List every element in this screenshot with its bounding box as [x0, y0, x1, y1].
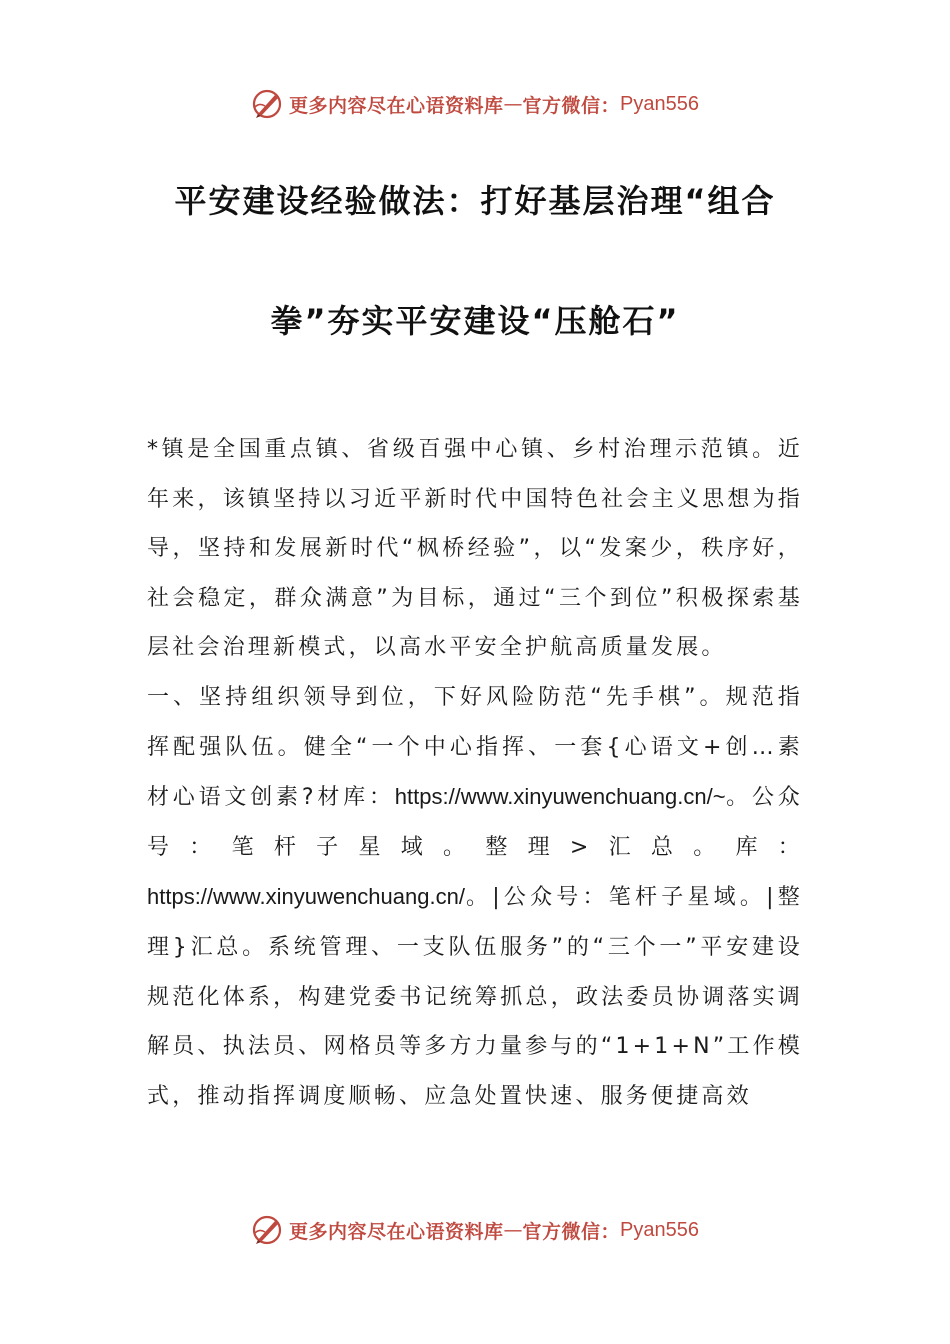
footer-watermark-banner — [0, 1210, 950, 1250]
pen-logo-icon — [251, 1214, 283, 1246]
library-url-2[interactable]: https://www.xinyuwenchuang.cn/ — [147, 884, 465, 910]
banner-site-text: 更多内容尽在心语资料库 — [289, 1220, 504, 1243]
banner-wechat-label: 官方微信： — [522, 94, 621, 117]
p2-text-c: 。|公众号：笔杆子星域。|整理}汇总。系统管理、一支队伍服务”的“三个一”平安建设规范化体系，构建党委书记统筹抓总，政法委员协调落实调解员、执法员、网格员等多方力量参与的“1+1+N”工作模式，推动指挥调度顺畅、应急处置快速、服务便捷高效 — [147, 885, 803, 1109]
library-url-1[interactable]: https://www.xinyuwenchuang.cn/~ — [394, 784, 726, 810]
body-paragraph-1: *镇是全国重点镇、省级百强中心镇、乡村治理示范镇。近年来，该镇坚持以习近平新时代中国特色社会主义思想为指导，坚持和发展新时代“枫桥经验”，以“发案少，秩序好，社会稳定，群众满意”为目标，通过“三个到位”积极探索基层社会治理新模式，以高水平安全护航高质量发展。 — [147, 437, 803, 661]
p2-text-a: 一、坚持组织领导到位，下好风险防范“先手棋”。规范指挥配强队伍。健全“一个中心指挥、一套{心语文+创…素材心语文创素?材库： — [147, 684, 803, 811]
banner-wechat-label: 官方微信： — [522, 1220, 621, 1243]
p2-text-b: 。公众号：笔杆子星域。整理>汇总。库： — [147, 785, 803, 860]
document-title-line-2: 拳”夯实平安建设“压舱石” — [270, 302, 680, 340]
banner-separator: — — [503, 93, 523, 115]
document-body — [147, 425, 803, 1121]
pen-logo-icon — [251, 88, 283, 120]
banner-wechat-handle: Pyan556 — [620, 92, 699, 115]
banner-site-text: 更多内容尽在心语资料库 — [289, 94, 504, 117]
body-paragraph-2 — [147, 673, 803, 1121]
header-watermark-banner — [0, 84, 950, 124]
banner-wechat-handle: Pyan556 — [620, 1218, 699, 1241]
document-title-line-1: 平安建设经验做法：打好基层治理“组合 — [174, 182, 776, 220]
banner-separator: — — [503, 1219, 523, 1241]
